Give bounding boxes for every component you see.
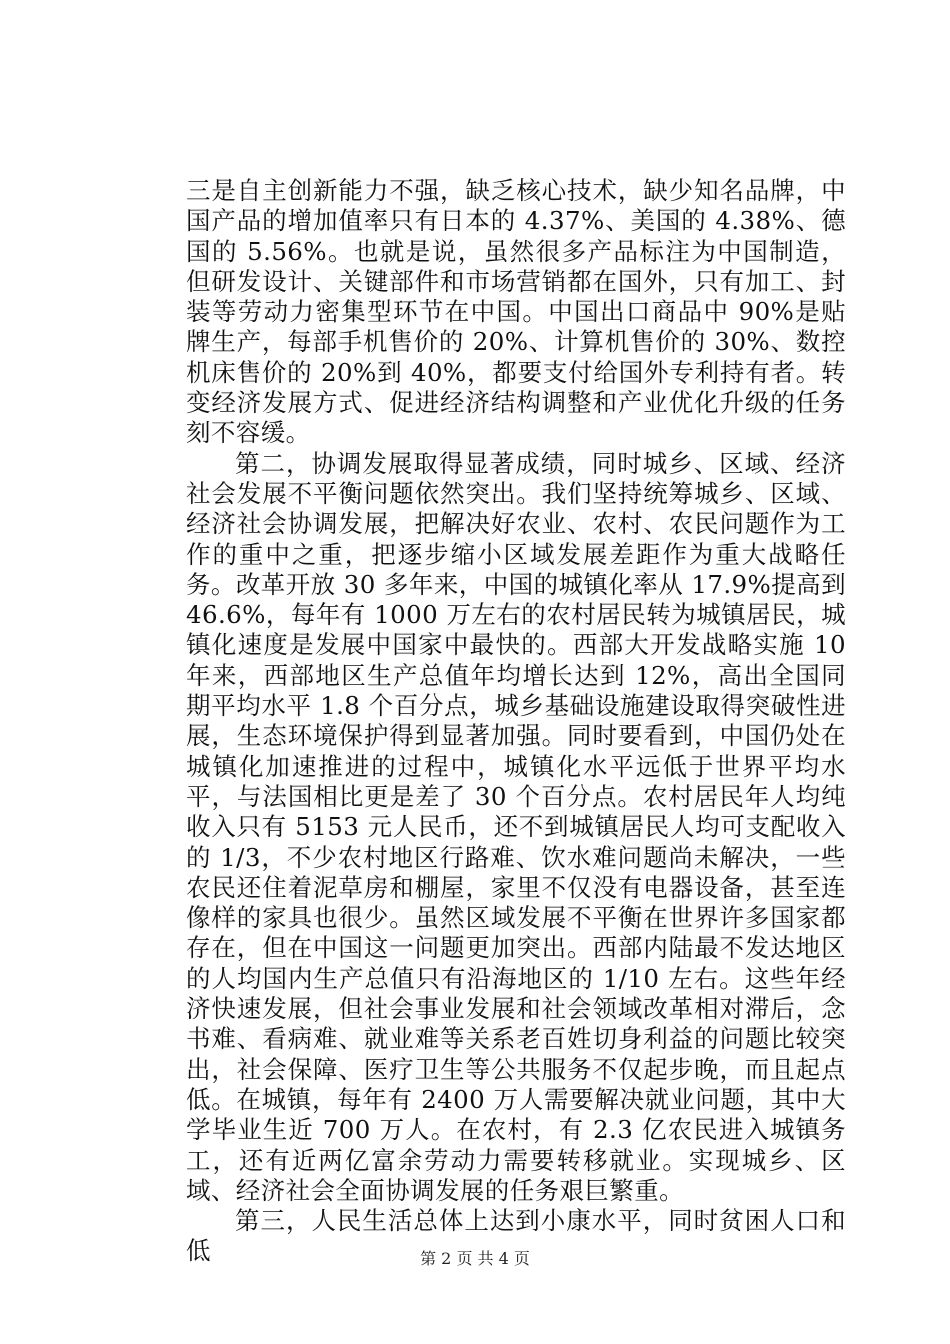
document-body xyxy=(186,176,846,1267)
paragraph-innovation: 三是自主创新能力不强，缺乏核心技术，缺少知名品牌，中国产品的增加值率只有日本的 4.37%、美国的 4.38%、德国的 5.56%。也就是说，虽然很多产品标注为中国制造，但研发设计、关键部件和市场营销都在国外，只有加工、封装等劳动力密集型环节在中国。中国出口商品中 90%是贴牌生产，每部手机售价的 20%、计算机售价的 30%、数控机床售价的 20%到 40%，都要支付给国外专利持有者。转变经济发展方式、促进经济结构调整和产业优化升级的任务刻不容缓。 xyxy=(186,176,846,448)
paragraph-living-standards: 第三，人民生活总体上达到小康水平，同时贫困人口和低 xyxy=(186,1206,846,1266)
page-footer: 第 2 页 共 4 页 xyxy=(420,1249,530,1268)
paragraph-coordinated-development: 第二，协调发展取得显著成绩，同时城乡、区域、经济社会发展不平衡问题依然突出。我们坚持统筹城乡、区域、经济社会协调发展，把解决好农业、农村、农民问题作为工作的重中之重，把逐步缩小区域发展差距作为重大战略任务。改革开放 30 多年来，中国的城镇化率从 17.9%提高到 46.6%，每年有 1000 万左右的农村居民转为城镇居民，城镇化速度是发展中国家中最快的。西部大开发战略实施 10 年来，西部地区生产总值年均增长达到 12%，高出全国同期平均水平 1.8 个百分点，城乡基础设施建设取得突破性进展，生态环境保护得到显著加强。同时要看到，中国仍处在城镇化加速推进的过程中，城镇化水平远低于世界平均水平，与法国相比更是差了 30 个百分点。农村居民年人均纯收入只有 5153 元人民币，还不到城镇居民人均可支配收入的 1/3，不少农村地区行路难、饮水难问题尚未解决，一些农民还住着泥草房和棚屋，家里不仅没有电器设备，甚至连像样的家具也很少。虽然区域发展不平衡在世界许多国家都存在，但在中国这一问题更加突出。西部内陆最不发达地区的人均国内生产总值只有沿海地区的 1/10 左右。这些年经济快速发展，但社会事业发展和社会领域改革相对滞后，念书难、看病难、就业难等关系老百姓切身利益的问题比较突出，社会保障、医疗卫生等公共服务不仅起步晚，而且起点低。在城镇，每年有 2400 万人需要解决就业问题，其中大学毕业生近 700 万人。在农村，有 2.3 亿农民进入城镇务工，还有近两亿富余劳动力需要转移就业。实现城乡、区域、经济社会全面协调发展的任务艰巨繁重。 xyxy=(186,448,846,1205)
